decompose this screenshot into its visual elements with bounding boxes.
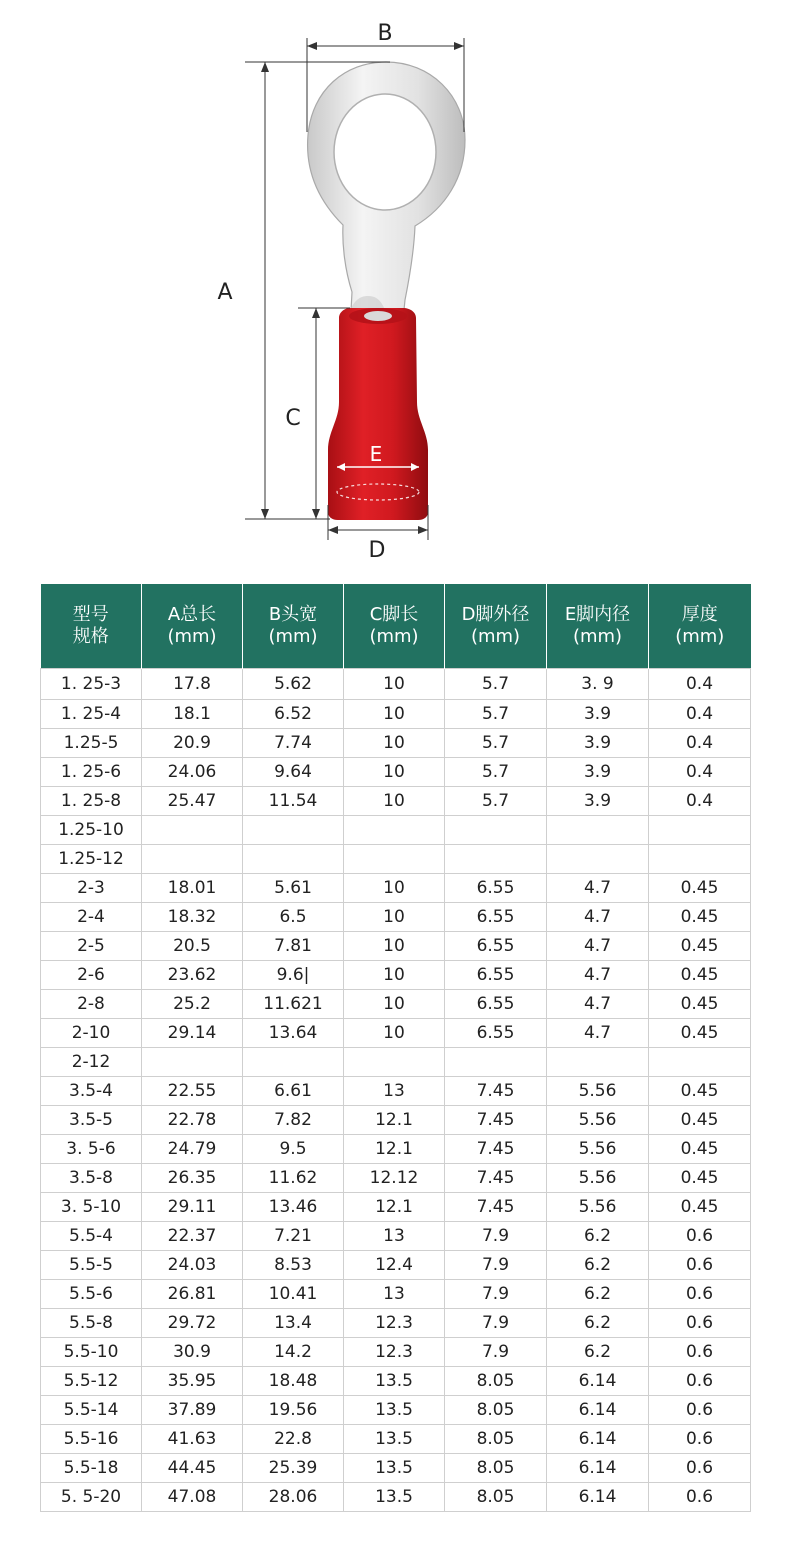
column-header-line1: A总长 — [167, 604, 217, 625]
table-cell: 10.41 — [243, 1280, 344, 1309]
table-cell — [649, 816, 751, 845]
table-row — [41, 1309, 751, 1338]
table-cell: 0.6 — [649, 1367, 751, 1396]
table-cell: 35.95 — [142, 1367, 243, 1396]
table-cell: 6.2 — [547, 1338, 649, 1367]
table-cell: 12.4 — [344, 1251, 445, 1280]
table-cell: 25.47 — [142, 787, 243, 816]
table-cell: 7.21 — [243, 1222, 344, 1251]
table-cell — [547, 845, 649, 874]
table-cell: 13 — [344, 1280, 445, 1309]
table-row — [41, 758, 751, 787]
table-cell: 3.9 — [547, 700, 649, 729]
table-row — [41, 787, 751, 816]
table-cell — [445, 816, 547, 845]
table-cell: 13 — [344, 1077, 445, 1106]
table-cell: 29.72 — [142, 1309, 243, 1338]
table-row — [41, 845, 751, 874]
table-row — [41, 1396, 751, 1425]
table-cell: 5.56 — [547, 1193, 649, 1222]
table-cell: 13 — [344, 1222, 445, 1251]
table-cell: 18.32 — [142, 903, 243, 932]
table-cell: 41.63 — [142, 1425, 243, 1454]
table-cell — [243, 845, 344, 874]
table-cell: 5.5-4 — [41, 1222, 142, 1251]
table-cell: 7.9 — [445, 1309, 547, 1338]
table-cell: 6.14 — [547, 1483, 649, 1512]
table-body — [41, 669, 751, 1512]
table-cell: 28.06 — [243, 1483, 344, 1512]
table-cell: 7.9 — [445, 1338, 547, 1367]
table-cell: 8.05 — [445, 1396, 547, 1425]
table-cell: 12.12 — [344, 1164, 445, 1193]
column-header — [445, 584, 547, 669]
table-cell: 25.39 — [243, 1454, 344, 1483]
table-cell: 5.7 — [445, 700, 547, 729]
column-header-line1: 厚度 — [681, 604, 718, 625]
table-cell: 5.7 — [445, 758, 547, 787]
column-header — [649, 584, 751, 669]
table-cell: 29.14 — [142, 1019, 243, 1048]
table-cell: 5.62 — [243, 669, 344, 700]
table-cell: 6.5 — [243, 903, 344, 932]
table-row — [41, 1454, 751, 1483]
table-cell: 8.53 — [243, 1251, 344, 1280]
table-cell: 5.56 — [547, 1077, 649, 1106]
table-cell: 1. 25-3 — [41, 669, 142, 700]
table-cell: 2-12 — [41, 1048, 142, 1077]
table-cell: 10 — [344, 903, 445, 932]
table-cell: 5.7 — [445, 729, 547, 758]
table-cell: 24.03 — [142, 1251, 243, 1280]
table-cell: 3. 9 — [547, 669, 649, 700]
table-cell: 10 — [344, 990, 445, 1019]
table-cell: 1. 25-8 — [41, 787, 142, 816]
table-cell: 14.2 — [243, 1338, 344, 1367]
label-d: D — [368, 538, 386, 563]
table-cell: 3.5-5 — [41, 1106, 142, 1135]
table-cell: 22.55 — [142, 1077, 243, 1106]
table-cell: 13.5 — [344, 1454, 445, 1483]
table-cell: 0.6 — [649, 1280, 751, 1309]
table-row — [41, 990, 751, 1019]
table-cell: 13.5 — [344, 1425, 445, 1454]
table-cell: 12.1 — [344, 1106, 445, 1135]
table-row — [41, 729, 751, 758]
table-cell: 6.55 — [445, 990, 547, 1019]
table-cell: 24.79 — [142, 1135, 243, 1164]
table-cell: 12.3 — [344, 1338, 445, 1367]
table-cell: 0.6 — [649, 1251, 751, 1280]
column-header — [142, 584, 243, 669]
column-header-line1: B头宽 — [268, 604, 318, 625]
table-row — [41, 669, 751, 700]
table-cell: 5.5-5 — [41, 1251, 142, 1280]
table-cell: 5.5-16 — [41, 1425, 142, 1454]
table-cell: 0.45 — [649, 1193, 751, 1222]
table-cell: 6.61 — [243, 1077, 344, 1106]
table-cell: 22.37 — [142, 1222, 243, 1251]
table-cell: 3.9 — [547, 758, 649, 787]
table-cell: 4.7 — [547, 932, 649, 961]
table-cell: 13.46 — [243, 1193, 344, 1222]
table-cell: 9.6| — [243, 961, 344, 990]
table-cell: 1.25-12 — [41, 845, 142, 874]
table-cell: 11.62 — [243, 1164, 344, 1193]
table-cell: 7.9 — [445, 1222, 547, 1251]
table-cell: 6.14 — [547, 1367, 649, 1396]
table-cell: 6.55 — [445, 961, 547, 990]
table-cell: 6.14 — [547, 1454, 649, 1483]
table-cell: 0.6 — [649, 1396, 751, 1425]
table-cell: 22.8 — [243, 1425, 344, 1454]
table-row — [41, 1077, 751, 1106]
table-cell: 2-8 — [41, 990, 142, 1019]
table-row — [41, 816, 751, 845]
column-header-line1: 型号 — [72, 604, 109, 625]
table-cell: 3. 5-10 — [41, 1193, 142, 1222]
table-row — [41, 1019, 751, 1048]
table-cell: 1. 25-6 — [41, 758, 142, 787]
table-cell: 0.45 — [649, 903, 751, 932]
table-cell: 18.48 — [243, 1367, 344, 1396]
table-cell: 2-4 — [41, 903, 142, 932]
table-header-row — [41, 584, 751, 669]
terminal-diagram — [0, 0, 790, 575]
table-cell: 3.9 — [547, 729, 649, 758]
table-cell — [243, 816, 344, 845]
table-cell: 0.45 — [649, 1077, 751, 1106]
table-cell: 0.6 — [649, 1309, 751, 1338]
table-cell: 30.9 — [142, 1338, 243, 1367]
table-cell — [243, 1048, 344, 1077]
column-header — [344, 584, 445, 669]
table-cell: 0.6 — [649, 1338, 751, 1367]
table-cell: 13.5 — [344, 1396, 445, 1425]
column-header — [41, 584, 142, 669]
column-header — [243, 584, 344, 669]
table-cell: 2-5 — [41, 932, 142, 961]
table-cell — [142, 845, 243, 874]
table-cell: 5.5-10 — [41, 1338, 142, 1367]
table-cell: 6.2 — [547, 1309, 649, 1338]
table-cell: 26.35 — [142, 1164, 243, 1193]
table-cell: 10 — [344, 1019, 445, 1048]
column-header-line2: (mm) — [268, 626, 318, 647]
table-cell: 5.56 — [547, 1106, 649, 1135]
table-cell — [344, 1048, 445, 1077]
table-cell: 6.55 — [445, 1019, 547, 1048]
table-cell: 1. 25-4 — [41, 700, 142, 729]
table-cell: 5.7 — [445, 669, 547, 700]
table-cell: 10 — [344, 932, 445, 961]
table-cell: 12.3 — [344, 1309, 445, 1338]
table-cell — [142, 1048, 243, 1077]
table-cell — [649, 845, 751, 874]
table-cell: 0.4 — [649, 729, 751, 758]
table-cell: 10 — [344, 758, 445, 787]
table-cell: 0.4 — [649, 669, 751, 700]
table-row — [41, 1222, 751, 1251]
label-a: A — [217, 280, 233, 305]
table-cell: 5.5-6 — [41, 1280, 142, 1309]
label-c: C — [285, 406, 301, 431]
table-row — [41, 1483, 751, 1512]
table-cell: 7.45 — [445, 1164, 547, 1193]
label-b: B — [377, 21, 393, 46]
table-cell: 8.05 — [445, 1483, 547, 1512]
table-cell: 13.4 — [243, 1309, 344, 1338]
table-row — [41, 1280, 751, 1309]
table-row — [41, 1425, 751, 1454]
table-cell: 10 — [344, 787, 445, 816]
label-e: E — [369, 442, 383, 466]
table-row — [41, 874, 751, 903]
table-cell: 6.2 — [547, 1222, 649, 1251]
table-row — [41, 932, 751, 961]
table-cell: 6.2 — [547, 1251, 649, 1280]
table-cell: 0.6 — [649, 1425, 751, 1454]
table-cell: 7.9 — [445, 1280, 547, 1309]
table-cell: 4.7 — [547, 903, 649, 932]
column-header-line2: 规格 — [72, 626, 109, 647]
table-cell — [344, 816, 445, 845]
red-insulator — [328, 308, 428, 520]
table-cell: 7.45 — [445, 1077, 547, 1106]
table-cell — [142, 816, 243, 845]
column-header-line2: (mm) — [167, 626, 217, 647]
table-cell: 9.5 — [243, 1135, 344, 1164]
table-cell: 0.45 — [649, 874, 751, 903]
table-cell: 0.6 — [649, 1454, 751, 1483]
table-cell: 6.55 — [445, 874, 547, 903]
table-cell: 13.5 — [344, 1483, 445, 1512]
table-cell: 5.5-8 — [41, 1309, 142, 1338]
spec-table — [40, 584, 751, 1512]
table-cell: 13.64 — [243, 1019, 344, 1048]
table-cell: 10 — [344, 700, 445, 729]
column-header-line1: E脚内径 — [564, 604, 631, 625]
table-cell: 0.4 — [649, 758, 751, 787]
table-cell: 44.45 — [142, 1454, 243, 1483]
table-row — [41, 1193, 751, 1222]
table-row — [41, 1367, 751, 1396]
table-cell: 10 — [344, 961, 445, 990]
column-header-line2: (mm) — [675, 626, 725, 647]
table-cell: 10 — [344, 729, 445, 758]
table-cell: 2-10 — [41, 1019, 142, 1048]
table-cell: 6.55 — [445, 903, 547, 932]
table-cell: 3.9 — [547, 787, 649, 816]
table-cell: 5.7 — [445, 787, 547, 816]
table-cell: 5.56 — [547, 1135, 649, 1164]
table-cell: 12.1 — [344, 1135, 445, 1164]
table-row — [41, 1135, 751, 1164]
table-cell: 5.56 — [547, 1164, 649, 1193]
table-cell: 25.2 — [142, 990, 243, 1019]
table-cell: 0.6 — [649, 1483, 751, 1512]
table-cell: 5.5-18 — [41, 1454, 142, 1483]
table-cell: 10 — [344, 669, 445, 700]
table-cell: 0.45 — [649, 990, 751, 1019]
table-cell: 8.05 — [445, 1454, 547, 1483]
metal-ring — [308, 62, 465, 330]
ring-terminal-drawing — [0, 0, 790, 575]
table-cell: 29.11 — [142, 1193, 243, 1222]
table-cell — [445, 845, 547, 874]
table-cell — [649, 1048, 751, 1077]
table-cell: 37.89 — [142, 1396, 243, 1425]
column-header-line2: (mm) — [572, 626, 623, 647]
table-cell: 0.45 — [649, 932, 751, 961]
table-cell: 5.61 — [243, 874, 344, 903]
table-cell: 3. 5-6 — [41, 1135, 142, 1164]
table-cell: 3.5-8 — [41, 1164, 142, 1193]
table-cell: 18.01 — [142, 874, 243, 903]
table-cell: 11.54 — [243, 787, 344, 816]
table-cell: 26.81 — [142, 1280, 243, 1309]
table-cell: 5. 5-20 — [41, 1483, 142, 1512]
table-cell: 10 — [344, 874, 445, 903]
table-cell: 6.14 — [547, 1425, 649, 1454]
table-row — [41, 1048, 751, 1077]
table-cell: 0.6 — [649, 1222, 751, 1251]
table-cell: 0.45 — [649, 1106, 751, 1135]
table-cell: 9.64 — [243, 758, 344, 787]
table-cell: 22.78 — [142, 1106, 243, 1135]
table-cell: 0.45 — [649, 1135, 751, 1164]
table-cell — [445, 1048, 547, 1077]
table-cell: 47.08 — [142, 1483, 243, 1512]
table-cell: 6.55 — [445, 932, 547, 961]
column-header-line2: (mm) — [369, 626, 419, 647]
table-cell: 5.5-14 — [41, 1396, 142, 1425]
table-cell: 7.45 — [445, 1193, 547, 1222]
table-cell: 7.81 — [243, 932, 344, 961]
table-row — [41, 1106, 751, 1135]
table-cell: 23.62 — [142, 961, 243, 990]
table-cell: 4.7 — [547, 1019, 649, 1048]
table-cell: 12.1 — [344, 1193, 445, 1222]
table-cell: 4.7 — [547, 990, 649, 1019]
table-cell — [547, 1048, 649, 1077]
column-header — [547, 584, 649, 669]
table-cell: 1.25-5 — [41, 729, 142, 758]
table-cell: 7.45 — [445, 1135, 547, 1164]
table-cell: 4.7 — [547, 961, 649, 990]
table-cell: 4.7 — [547, 874, 649, 903]
table-row — [41, 700, 751, 729]
table-row — [41, 903, 751, 932]
table-cell: 7.74 — [243, 729, 344, 758]
table-cell: 2-3 — [41, 874, 142, 903]
table-cell: 0.4 — [649, 700, 751, 729]
table-cell: 18.1 — [142, 700, 243, 729]
table-cell: 13.5 — [344, 1367, 445, 1396]
table-cell — [344, 845, 445, 874]
table-cell: 3.5-4 — [41, 1077, 142, 1106]
table-cell: 8.05 — [445, 1367, 547, 1396]
table-cell: 6.52 — [243, 700, 344, 729]
table-cell: 0.4 — [649, 787, 751, 816]
table-cell: 8.05 — [445, 1425, 547, 1454]
table-cell: 0.45 — [649, 1019, 751, 1048]
table-cell: 0.45 — [649, 1164, 751, 1193]
table-cell: 0.45 — [649, 961, 751, 990]
table-cell: 1.25-10 — [41, 816, 142, 845]
table-cell: 19.56 — [243, 1396, 344, 1425]
table-row — [41, 1251, 751, 1280]
table-cell: 6.2 — [547, 1280, 649, 1309]
table-cell: 20.9 — [142, 729, 243, 758]
table-cell: 7.45 — [445, 1106, 547, 1135]
table-cell: 20.5 — [142, 932, 243, 961]
table-cell: 24.06 — [142, 758, 243, 787]
table-row — [41, 961, 751, 990]
table-cell: 17.8 — [142, 669, 243, 700]
table-row — [41, 1164, 751, 1193]
table-cell: 7.82 — [243, 1106, 344, 1135]
table-cell: 11.621 — [243, 990, 344, 1019]
table-cell — [547, 816, 649, 845]
table-cell: 5.5-12 — [41, 1367, 142, 1396]
table-cell: 2-6 — [41, 961, 142, 990]
column-header-line1: C脚长 — [369, 604, 419, 625]
table-cell: 7.9 — [445, 1251, 547, 1280]
table-row — [41, 1338, 751, 1367]
column-header-line2: (mm) — [470, 626, 521, 647]
table-cell: 6.14 — [547, 1396, 649, 1425]
column-header-line1: D脚外径 — [461, 604, 530, 625]
